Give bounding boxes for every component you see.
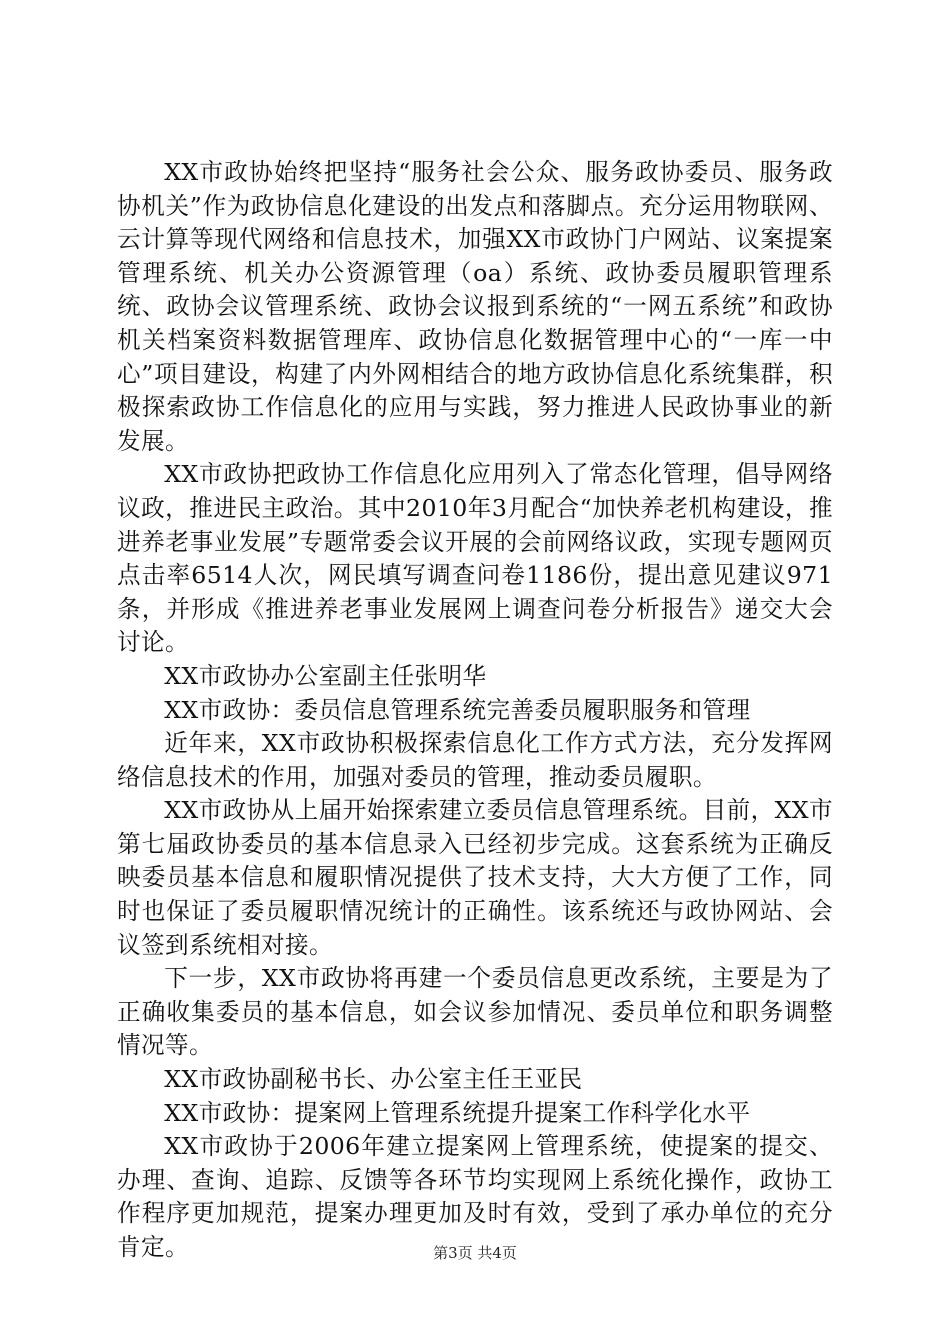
paragraph-recent-years: 近年来，XX市政协积极探索信息化工作方式方法，充分发挥网络信息技术的作用，加强对委员的管理，推动委员履职。 <box>117 729 833 791</box>
page-number-footer: 第3页 共4页 <box>433 1244 517 1262</box>
author-line-zhang: XX市政协办公室副主任张明华 <box>164 661 487 690</box>
paragraph-member-system: XX市政协从上届开始探索建立委员信息管理系统。目前，XX市第七届政协委员的基本信息录入已经初步完成。这套系统为正确反映委员基本信息和履职情况提供了技术支持，大大方便了工作，同时也保证了委员履职情况统计的正确性。该系统还与政协网站、会议签到系统相对接。 <box>117 796 833 959</box>
paragraph-next-step: 下一步，XX市政协将再建一个委员信息更改系统，主要是为了正确收集委员的基本信息，如会议参加情况、委员单位和职务调整情况等。 <box>117 964 833 1060</box>
paragraph-proposal-system: XX市政协于2006年建立提案网上管理系统，使提案的提交、办理、查询、追踪、反馈等各环节均实现网上系统化操作，政协工作程序更加规范，提案办理更加及时有效，受到了承办单位的充分肯定。 <box>117 1132 833 1261</box>
paragraph-intro: XX市政协始终把坚持“服务社会公众、服务政协委员、服务政协机关”作为政协信息化建设的出发点和落脚点。充分运用物联网、云计算等现代网络和信息技术，加强XX市政协门户网站、议案提案管理系统、机关办公资源管理（oa）系统、政协委员履职管理系统、政协会议管理系统、政协会议报到系统的“一网五系统”和政协机关档案资料数据管理库、政协信息化数据管理中心的“一库一中心”项目建设，构建了内外网相结合的地方政协信息化系统集群，积极探索政协工作信息化的应用与实践，努力推进人民政协事业的新发展。 <box>117 158 833 455</box>
document-body <box>117 156 833 1265</box>
paragraph-online-deliberation: XX市政协把政协工作信息化应用列入了常态化管理，倡导网络议政，推进民主政治。其中2010年3月配合“加快养老机构建设，推进养老事业发展”专题常委会议开展的会前网络议政，实现专题网页点击率6514人次，网民填写调查问卷1186份，提出意见建议971条，并形成《推进养老事业发展网上调查问卷分析报告》递交大会讨论。 <box>117 460 833 657</box>
section-heading-proposal-system: XX市政协：提案网上管理系统提升提案工作科学化水平 <box>164 1098 751 1127</box>
author-line-wang: XX市政协副秘书长、办公室主任王亚民 <box>164 1065 583 1094</box>
section-heading-member-system: XX市政协：委员信息管理系统完善委员履职服务和管理 <box>164 695 751 724</box>
